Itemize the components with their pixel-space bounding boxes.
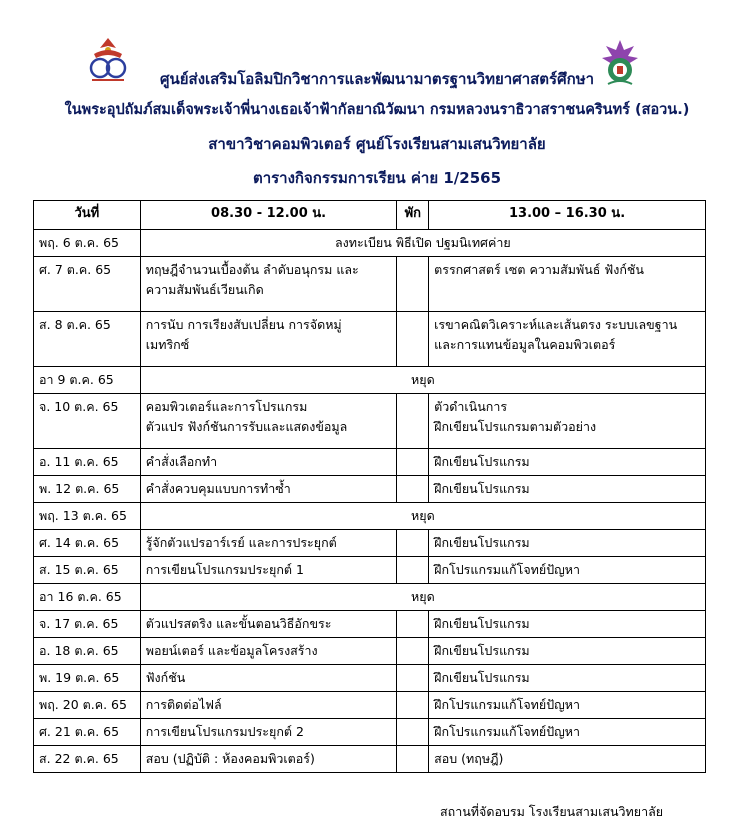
day-cell: พฤ. 6 ต.ค. 65 (34, 230, 141, 257)
header-line-2: ในพระอุปถัมภ์สมเด็จพระเจ้าพี่นางเธอเจ้าฟ้ากัลยาณิวัฒนา กรมหลวงนราธิวาสราชนครินทร์ (สอวน.) (64, 102, 690, 118)
afternoon-cell: ฝึกโปรแกรมแก้โจทย์ปัญหา (429, 692, 706, 719)
table-row (34, 503, 706, 530)
day-cell: อ. 11 ต.ค. 65 (34, 449, 141, 476)
header-line-1: ศูนย์ส่งเสริมโอลิมปิกวิชาการและพัฒนามาตรฐานวิทยาศาสตร์ศึกษา (159, 70, 595, 88)
table-row (34, 257, 706, 312)
morning-cell: คำสั่งเลือกทำ (140, 449, 397, 476)
table-row (34, 312, 706, 367)
schedule-table (33, 200, 706, 773)
morning-line: การนับ การเรียงสับเปลี่ยน การจัดหมู่ (145, 317, 342, 332)
break-cell (397, 638, 429, 665)
day-cell: ส. 22 ต.ค. 65 (34, 746, 141, 773)
break-cell (397, 476, 429, 503)
holiday-cell: หยุด (140, 584, 705, 611)
day-cell: อา 16 ต.ค. 65 (34, 584, 141, 611)
morning-line: คอมพิวเตอร์และการโปรแกรม (145, 399, 308, 414)
holiday-cell: หยุด (140, 503, 705, 530)
afternoon-line: ฝึกเขียนโปรแกรมตามตัวอย่าง (434, 419, 597, 434)
header-line-4: ตารางกิจกรรมการเรียน ค่าย 1/2565 (252, 169, 502, 187)
break-cell (397, 719, 429, 746)
break-cell (397, 312, 429, 367)
day-cell: พฤ. 20 ต.ค. 65 (34, 692, 141, 719)
break-cell (397, 611, 429, 638)
break-cell (397, 665, 429, 692)
morning-line: ความสัมพันธ์เวียนเกิด (145, 282, 264, 297)
header-afternoon: 13.00 – 16.30 น. (429, 201, 706, 230)
table-header-row (34, 201, 706, 230)
table-row (34, 449, 706, 476)
break-cell (397, 692, 429, 719)
afternoon-cell: ฝึกเขียนโปรแกรม (429, 611, 706, 638)
afternoon-cell (429, 394, 706, 449)
day-cell: พ. 19 ต.ค. 65 (34, 665, 141, 692)
morning-cell: รู้จักตัวแปรอาร์เรย์ และการประยุกต์ (140, 530, 397, 557)
break-cell (397, 557, 429, 584)
table-row (34, 584, 706, 611)
day-cell: ศ. 7 ต.ค. 65 (34, 257, 141, 312)
table-row (34, 746, 706, 773)
afternoon-cell: ฝึกเขียนโปรแกรม (429, 530, 706, 557)
afternoon-line: เรขาคณิตวิเคราะห์และเส้นตรง ระบบเลขฐาน (434, 317, 678, 332)
table-row (34, 611, 706, 638)
break-cell (397, 394, 429, 449)
morning-cell: ฟังก์ชัน (140, 665, 397, 692)
afternoon-cell: ฝึกเขียนโปรแกรม (429, 665, 706, 692)
table-row (34, 367, 706, 394)
table-row (34, 530, 706, 557)
afternoon-line: ตัวดำเนินการ (434, 399, 508, 414)
morning-cell (140, 394, 397, 449)
day-cell: อา 9 ต.ค. 65 (34, 367, 141, 394)
afternoon-cell (429, 257, 706, 312)
afternoon-cell: ฝึกเขียนโปรแกรม (429, 449, 706, 476)
afternoon-cell: สอบ (ทฤษฎี) (429, 746, 706, 773)
morning-cell: การเขียนโปรแกรมประยุกต์ 1 (140, 557, 397, 584)
morning-cell (140, 312, 397, 367)
table-row (34, 665, 706, 692)
morning-line: เมทริกซ์ (145, 337, 190, 352)
table-row (34, 394, 706, 449)
afternoon-cell: ฝึกเขียนโปรแกรม (429, 476, 706, 503)
break-cell (397, 449, 429, 476)
table-row (34, 692, 706, 719)
break-cell (397, 257, 429, 312)
morning-cell: พอยน์เตอร์ และข้อมูลโครงสร้าง (140, 638, 397, 665)
break-cell (397, 746, 429, 773)
day-cell: พฤ. 13 ต.ค. 65 (34, 503, 141, 530)
day-cell: อ. 18 ต.ค. 65 (34, 638, 141, 665)
afternoon-line: ตรรกศาสตร์ เซต ความสัมพันธ์ ฟังก์ชัน (434, 262, 644, 277)
table-row (34, 719, 706, 746)
break-cell (397, 530, 429, 557)
morning-line: ทฤษฎีจำนวนเบื้องต้น ลำดับอนุกรม และ (145, 262, 359, 277)
morning-line: ตัวแปร ฟังก์ชันการรับและแสดงข้อมูล (145, 419, 348, 434)
morning-cell: คำสั่งควบคุมแบบการทำซ้ำ (140, 476, 397, 503)
full-day-cell: ลงทะเบียน พิธีเปิด ปฐมนิเทศค่าย (140, 230, 705, 257)
venue-note: สถานที่จัดอบรม โรงเรียนสามเสนวิทยาลัย (440, 804, 664, 819)
table-row (34, 230, 706, 257)
day-cell: พ. 12 ต.ค. 65 (34, 476, 141, 503)
holiday-cell: หยุด (140, 367, 705, 394)
morning-cell: ตัวแปรสตริง และขั้นตอนวิธีอักขระ (140, 611, 397, 638)
header-break: พัก (397, 201, 429, 230)
document-header (0, 0, 754, 200)
table-row (34, 557, 706, 584)
table-row (34, 476, 706, 503)
day-cell: ส. 8 ต.ค. 65 (34, 312, 141, 367)
morning-cell: การติดต่อไฟล์ (140, 692, 397, 719)
afternoon-cell: ฝึกเขียนโปรแกรม (429, 638, 706, 665)
header-morning: 08.30 - 12.00 น. (140, 201, 397, 230)
day-cell: จ. 17 ต.ค. 65 (34, 611, 141, 638)
afternoon-cell (429, 312, 706, 367)
morning-cell: สอบ (ปฏิบัติ : ห้องคอมพิวเตอร์) (140, 746, 397, 773)
morning-cell (140, 257, 397, 312)
afternoon-cell: ฝึกโปรแกรมแก้โจทย์ปัญหา (429, 719, 706, 746)
header-day: วันที่ (34, 201, 141, 230)
table-row (34, 638, 706, 665)
morning-cell: การเขียนโปรแกรมประยุกต์ 2 (140, 719, 397, 746)
day-cell: ศ. 21 ต.ค. 65 (34, 719, 141, 746)
header-line-3: สาขาวิชาคอมพิวเตอร์ ศูนย์โรงเรียนสามเสนวิทยาลัย (208, 135, 546, 153)
afternoon-line: และการแทนข้อมูลในคอมพิวเตอร์ (434, 337, 616, 352)
day-cell: ศ. 14 ต.ค. 65 (34, 530, 141, 557)
day-cell: จ. 10 ต.ค. 65 (34, 394, 141, 449)
day-cell: ส. 15 ต.ค. 65 (34, 557, 141, 584)
afternoon-cell: ฝึกโปรแกรมแก้โจทย์ปัญหา (429, 557, 706, 584)
